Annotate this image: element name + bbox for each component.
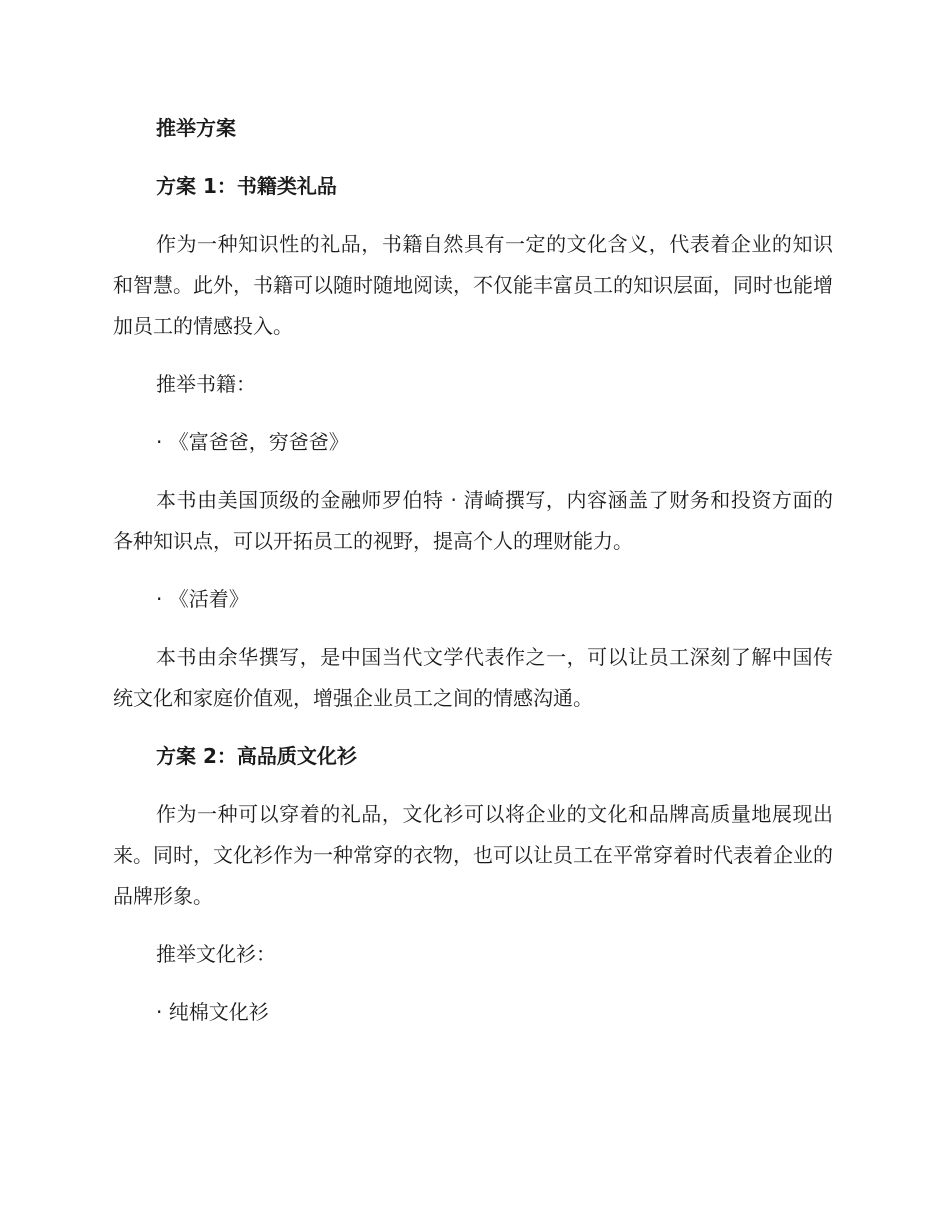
plan1-item-2-desc: 本书由余华撰写，是中国当代文学代表作之一，可以让员工深刻了解中国传统文化和家庭价值观，增强企业员工之间的情感沟通。: [113, 645, 833, 710]
plan1-item-1-desc: 本书由美国顶级的金融师罗伯特 · 清崎撰写，内容涵盖了财务和投资方面的各种知识点，可以开拓员工的视野，提高个人的理财能力。: [113, 488, 833, 553]
document-title: 推举方案: [156, 116, 236, 140]
document-page: [113, 108, 833, 1050]
plan1-item-1-title: · 《富爸爸，穷爸爸》: [156, 430, 349, 454]
plan2-intro: 作为一种可以穿着的礼品，文化衫可以将企业的文化和品牌高质量地展现出来。同时，文化衫作为一种常穿的衣物，也可以让员工在平常穿着时代表着企业的品牌形象。: [113, 802, 833, 908]
plan2-list-label: 推举文化衫：: [156, 942, 276, 966]
plan1-list-label: 推举书籍：: [156, 372, 256, 396]
plan2-item-1-title: · 纯棉文化衫: [156, 1000, 269, 1024]
plan1-heading: 方案 1：书籍类礼品: [156, 174, 337, 198]
plan1-intro: 作为一种知识性的礼品，书籍自然具有一定的文化含义，代表着企业的知识和智慧。此外，书籍可以随时随地阅读，不仅能丰富员工的知识层面，同时也能增加员工的情感投入。: [113, 232, 833, 338]
plan2-heading: 方案 2：高品质文化衫: [156, 744, 357, 768]
plan1-item-2-title: · 《活着》: [156, 587, 249, 611]
